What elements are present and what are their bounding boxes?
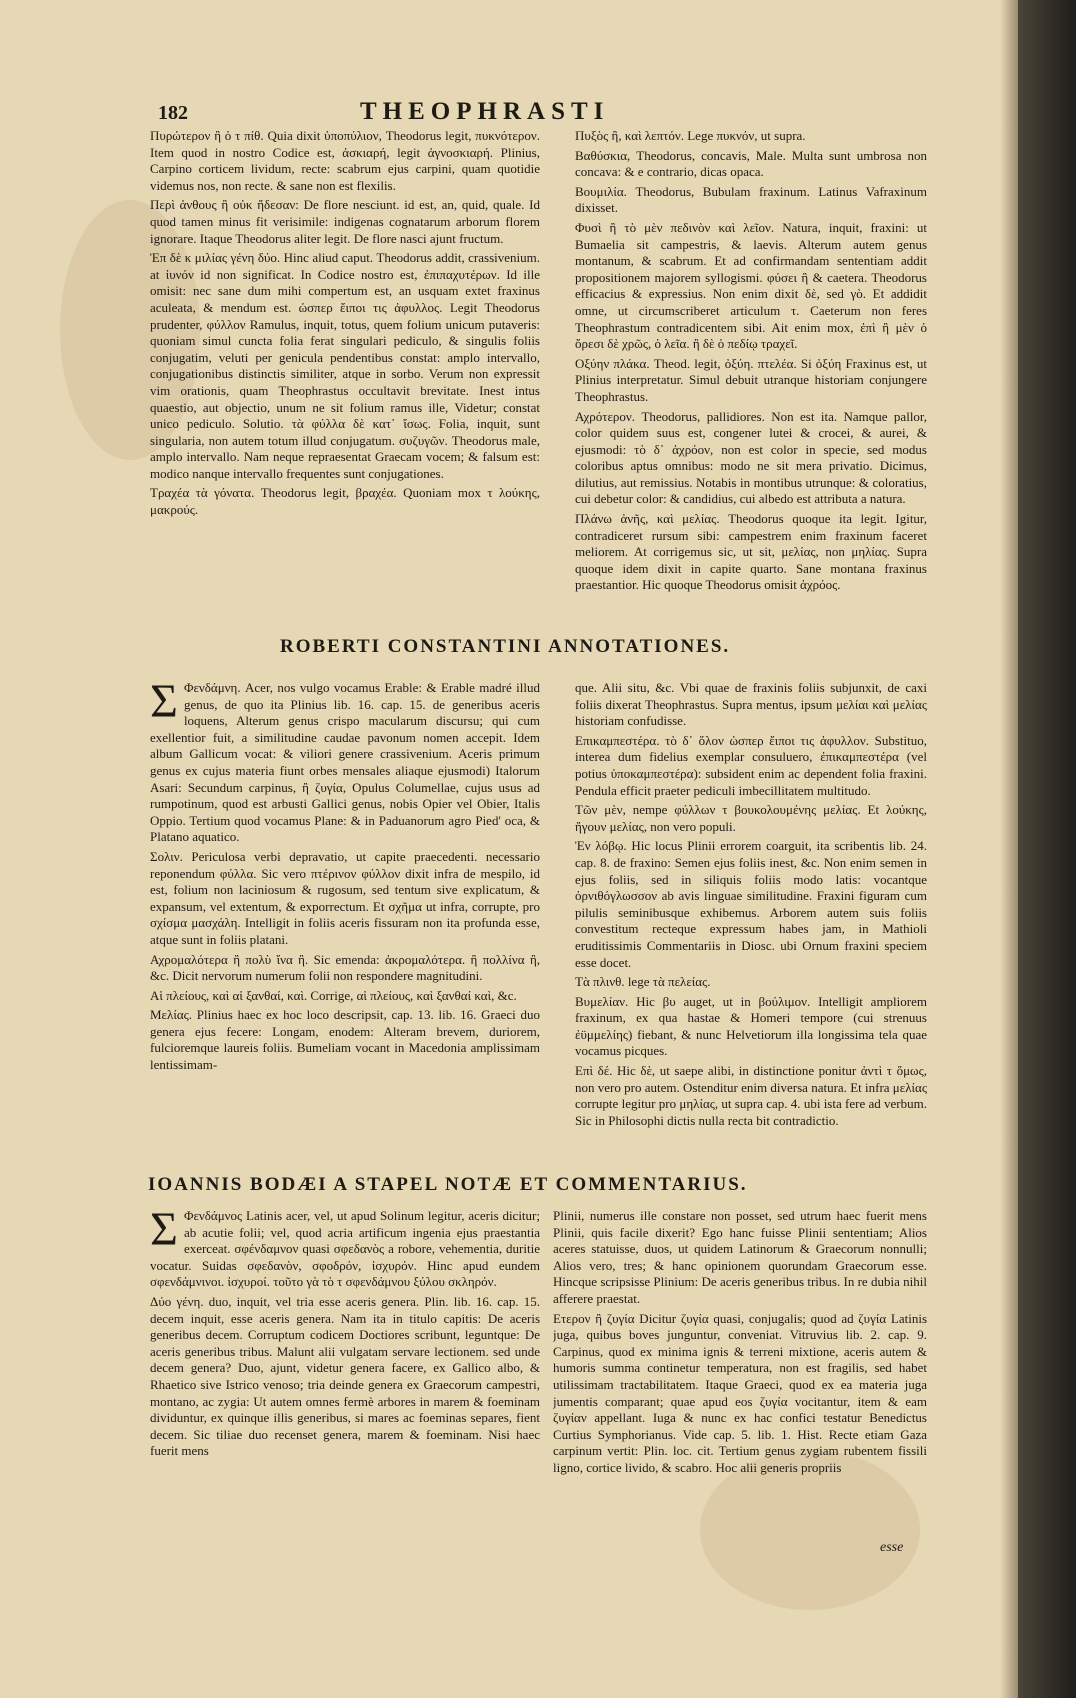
constantini-column-right	[575, 680, 927, 1148]
section-heading-bodaei: IOANNIS BODÆI A STAPEL NOTÆ ET COMMENTARIUS.	[148, 1174, 748, 1195]
paragraph: Ἐπ δὲ κ μιλίας γένη δύο. Hinc aliud caput. Theodorus addit, crassivenium. at ἰυνόν id non significat. In Codice nostro est, ἐπιπαχυτέρων. Id ille omisit: nec sane dum mihi compertum est, an usquam extet fraxinus aculeata, & mendum est. ὡσπερ ἔιποι τις ἀφυλλος. Legit Theodorus prudenter, φύλλον Ramulus, inquit, totus, quem folium unicum putaveris: quoniam simul cuncta folia ferat singulari pediculo, & singulis foliis conjugatim, veluti per genicula pendentibus constat: amplo intervallo, conjugationibus distinctis similiter, atque in sorbo. Verum non expressit vim orationis, quam Theophrastus occultavit brevitate. Inest intus quaestio, aut objectio, unum ne sit folium ramus ille, Videtur; constat unico pediculo. Solutio. τὰ φύλλα δὲ κατ᾽ ἴσως. Folia, inquit, sunt singularia, non autem totum illud conjugatum. συζυγῶν. Theodorus male, amplo intervallo. Nam neque repraesentat Graecam vocem; & falsum est: modico nanque intervallo frequentes sunt conjugationes.	[150, 250, 540, 481]
constantini-column-left	[150, 680, 540, 1148]
paragraph: Φυσὶ ἢ τὸ μὲν πεδινὸν καὶ λεῖον. Natura, inquit, fraxini: ut Bumaelia sit campestris, & laevis. Alterum autem genus montanum, & scabrum. Et ad confirmandam sententiam addit propositionem majorem syllogismi. φύσει ἢ & caetera. Theodorus efficacius & expressius. Non enim dixit δὲ, sed γὸ. Et addidit omne, ut circumscriberet articulum τ. Caeterum non feres Theophrastum contradicentem sibi. Ait enim mox, ἐπὶ ἢ μὲν ὁ ὄρεσι δὲ χρῶς, ὁ λεῖα. ἢ δὲ ὁ πεδίῳ τραχεῖ.	[575, 219, 927, 352]
adjacent-page-edge	[1018, 0, 1076, 1698]
drop-capital: Σ	[150, 1208, 178, 1256]
paragraph: Τραχέα τὰ γόνατα. Theodorus legit, βραχέα. Quoniam mox τ λούκης, μακρούς.	[150, 485, 540, 518]
paragraph: Επικαμπεστέρα. τὸ δ᾽ ὅλον ὡσπερ ἔιποι τις ἀφυλλον. Substituo, interea dum fidelius exemplar consuluero, ἐπικαμπεστέρα (vel potius ὑποκαμπεστέρα): subsident enim ac dependent folia fraxini. Pendula efficit praeter pediculi imbecillitatem multitudo.	[575, 732, 927, 798]
paragraph: Οξύην πλάκα. Theod. legit, ὀξύη. πτελέα. Si ὀξύη Fraxinus est, ut Plinius interpretatur. Simul debuit utranque historiam conjungere Theophrastus.	[575, 355, 927, 404]
paragraph: Τὰ πλινθ. lege τὰ πελείας.	[575, 974, 711, 990]
running-head: THEOPHRASTI	[360, 98, 610, 125]
paragraph: Αχρομαλότερα ἢ πολὺ ἴνα ἢ. Sic emenda: ἀκρομαλότερα. ἢ πολλίνα ἢ, &c. Dicit nervorum numerum folii non respondere magnitudini.	[150, 951, 540, 984]
paragraph: Τῶν μὲν, nempe φύλλων τ βουκολουμένης μελίας. Et λούκης, ἤγουν μελίας, non vero populi.	[575, 802, 927, 834]
paragraph: Plinii, numerus ille constare non posset, sed utrum haec fuerit mens Plinii, quis facile dixerit? Ego hanc fuisse Plinii sententiam; Alios aceres statuisse, duos, ut quidem Latinorum & Graecorum nonnulli; Alios vero, tres; & hanc opinionem quorundam Graecorum esse. Hincque scripsisse Plinium: De aceris generibus tribus. In re dubia nihil afferere praestat.	[553, 1208, 927, 1306]
paragraph: Πυξὸς ἢ, καὶ λεπτόν. Lege πυκνόν, ut supra.	[575, 128, 806, 143]
bodaei-column-right	[553, 1208, 927, 1548]
paragraph: Δύο γένη. duo, inquit, vel tria esse aceris genera. Plin. lib. 16. cap. 15. decem inquit, esse aceris genera. Nam ita in titulo capitis: De aceris generibus decem. Corruptum codicem Doctiores scribunt, leguntque: De aceris generibus tribus. Malunt alii vulgatam servare lectionem. sed unde decem genera? Duo, ajunt, videtur genera facere, ex Gallico albo, & Rhaetico sive Istrico venoso; tria deinde genera ex Graecorum campestri, montano, ac zygia: Ut autem omnes fermè arbores in marem & foeminam dividuntur, ex quinque illis generibus, si mares ac foeminas separes, fient decem. Sic tiliae duo recenset genera, marem & foeminam. Nisi haec fuerit mens	[150, 1293, 540, 1459]
gutter-shadow	[1000, 0, 1018, 1698]
paragraph: Φενδάμνη. Acer, nos vulgo vocamus Erable: & Erable madré illud genus, de quo ita Plinius lib. 16. cap. 15. de generibus aceris loquens, Alterum genus crispo macularum discursu; qui cum exellentior fuit, a similitudine caudae pavonum nomen accepit. Idem album Gallicum vocat: & viliori genere crassivenium. Aceris primum genus ex cujus materia fiunt orbes mensales aliaque ejusmodi) Italorum Asari: Secundum carpinus, ἢ ζυγία, Opulus Columellae, cujus usus ad rumpotinum, quod est arbusti Gallici genus, nobis Opier vel Obier, Italis Oppio. Tertium quod vocamus Plane: & in Paduanorum agro Pied' oca, & Platano aquatico.	[150, 680, 540, 845]
paragraph: Πυρώτερον ἢ ὁ τ πίθ. Quia dixit ὑποπύλιον, Theodorus legit, πυκνότερον. Item quod in nostro Codice est, ἀσκιαρή, legit ἀγνοσκιαρή. Plinius, Carpino corticem lividum, recte: scabrum ejus carpini, quam quotidie videmus nos, non recte. & sane non est flexilis.	[150, 128, 540, 193]
paragraph: Σολιν. Periculosa verbi depravatio, ut capite praecedenti. necessario reponendum φύλλα. Sic vero πτέρινον φύλλον dixit infra de mespilo, id est, folium non laciniosum & rugosum, sed tentum sive explicatum, & expansum, vel extentum, & exporrectum. Et σχῆμα ut infra, corrupte, pro σχίσμα μασχάλη. Intelligit in foliis aceris fissuram non ita profunda esse, atque sunt in foliis platani.	[150, 848, 540, 947]
section-heading-constantini: ROBERTI CONSTANTINI ANNOTATIONES.	[280, 636, 731, 657]
paragraph: Βαθύσκια, Theodorus, concavis, Male. Multa sunt umbrosa non concava: & e contrario, dicas opaca.	[575, 147, 927, 180]
text-column-left	[150, 128, 540, 608]
drop-capital: Σ	[150, 680, 178, 728]
paragraph: Επὶ δέ. Hic δὲ, ut saepe alibi, in distinctione ponitur ἀντὶ τ ὅμως, non vero pro autem. Ostenditur enim diversa natura. Et infra μελίας corrupte legitur pro μηλίας, ut supra cap. 4. ubi ista fere ad verbum. Sic in Philosophi dictis nulla recta bit contradictio.	[575, 1063, 927, 1128]
paragraph: Ετερον ἢ ζυγία Dicitur ζυγία quasi, conjugalis; quod ad ζυγία Latinis juga, quibus boves junguntur, conveniat. Vitruvius lib. 2. cap. 9. Carpinus, quod ex minima ignis & terreni mixtione, aceris autem & humoris summa continetur temperatura, non est fragilis, sed habet utilissimam tractabilitatem. Itaque Graeci, quod ex ea materia juga jumentis comparant; quae apud eos ζυγία vocitantur, item & eam ζυγίαν appellant. Iuga & nunc ex hac confici testatur Benedictus Curtius Symphorianus. Vide cap. 5. lib. 1. Hist. Recte etiam Gaza carpinum vertit: Plin. loc. cit. Tertium genus zygiam rubentem fissili ligno, cortice livido, & scabro. Hoc alii generis propriis	[553, 1310, 927, 1475]
paragraph: Φενδάμνος Latinis acer, vel, ut apud Solinum legitur, aceris dicitur; ab acutie folii; vel, quod acria artificum ingenia ejus praestantia exerceat. σφένδαμνον quasi σφεδανὸς a robore, vehementia, duritie vocatur. Suidas σφεδανὸν, σφοδρόν, ἰσχυρόν. Hinc apud eundem σφενδάμνινοι. ἰσχυροί. τοῦτο γὰ τὸ τ σφενδάμνου ξύλου σκληρόν.	[150, 1208, 540, 1290]
paragraph: Βυμελίαν. Hic βυ auget, ut in βούλιμον. Intelligit ampliorem fraxinum, ex qua hastae & Homeri tempore (cui strenuus ἐϋμμελίης) fiebant, & nunc Helvetiorum illa longissima tela quae vocamus picques.	[575, 993, 927, 1059]
paragraph: Περὶ ἀνθους ἢ οὐκ ἤδεσαν: De flore nesciunt. id est, an, quid, quale. Id quod tamen minus fit verisimile: indigenas cognatarum arborum florem ignorare. Itaque Theodorus aliter legit. De flore nasci ajunt fructum.	[150, 197, 540, 246]
catchword: esse	[880, 1540, 904, 1555]
paragraph: Βουμιλία. Theodorus, Bubulam fraxinum. Latinus Vafraxinum dixisset.	[575, 183, 927, 216]
paragraph: Μελίας. Plinius haec ex hoc loco descripsit, cap. 13. lib. 16. Graeci duo genera ejus fecere: Longam, enodem: Alteram brevem, duriorem, fulcioremque laureis foliis. Bumeliam vocant in Macedonia amplissimam lentissimam-	[150, 1007, 540, 1073]
paragraph: Αχρότερον. Theodorus, pallidiores. Non est ita. Namque pallor, color quidem suus est, congener lutei & crocei, & aurei, & ejusmodi: τὸ δ᾽ ἀχρόον, non est color in specie, sed modus coloribus aptus omnibus: modo ne sit mera privatio. Dicimus, dilutius, aut remissius. Notabis in montibus utrunque: & coloratius, cui debetur color: & candidius, cui albedo est attributa a natura.	[575, 408, 927, 507]
paragraph: Ἐν λόβῳ. Hic locus Plinii errorem coarguit, ita scribentis lib. 24. cap. 8. de fraxino: Semen ejus foliis inest, &c. Non enim semen in ejus foliis, sed in siliquis foliis modo latis: vocantque ὀρνιθόγλωσσον ab avis linguae similitudine. Fraxini figuram cum pilulis seminibusque exhibemus. Arborem autem suis foliis convestitum recteque expressum habes jam, in Mathioli eruditissimis Commentariis in Diosc. ubi Ornum fraxini speciem esse docet.	[575, 838, 927, 970]
paragraph: Αἱ πλείους, καὶ αἱ ξανθαί, καὶ. Corrige, αἱ πλείους, καὶ ξανθαί καὶ, &c.	[150, 987, 517, 1003]
paragraph: que. Alii situ, &c. Vbi quae de fraxinis foliis subjunxit, de caxi foliis dixerat Theophrastus. Supra mentus, ipsum μελίαι καὶ μελίας historiam confudisse.	[575, 680, 927, 729]
page-number: 182	[158, 102, 188, 124]
paragraph: Πλάνω ἀνῆς, καὶ μελίας. Theodorus quoque ita legit. Igitur, contradiceret rursum sibi: campestrem enim fraxinum faceret meliorem. At corrigemus sic, ut sit, μελίας, non μηλίας. Supra quoque idem dixit in capite quarto. Sane montana fraxinus praestantior. Hic quoque Theodorus omisit ἀχρόος.	[575, 511, 927, 593]
text-column-right	[575, 128, 927, 608]
bodaei-column-left	[150, 1208, 540, 1533]
